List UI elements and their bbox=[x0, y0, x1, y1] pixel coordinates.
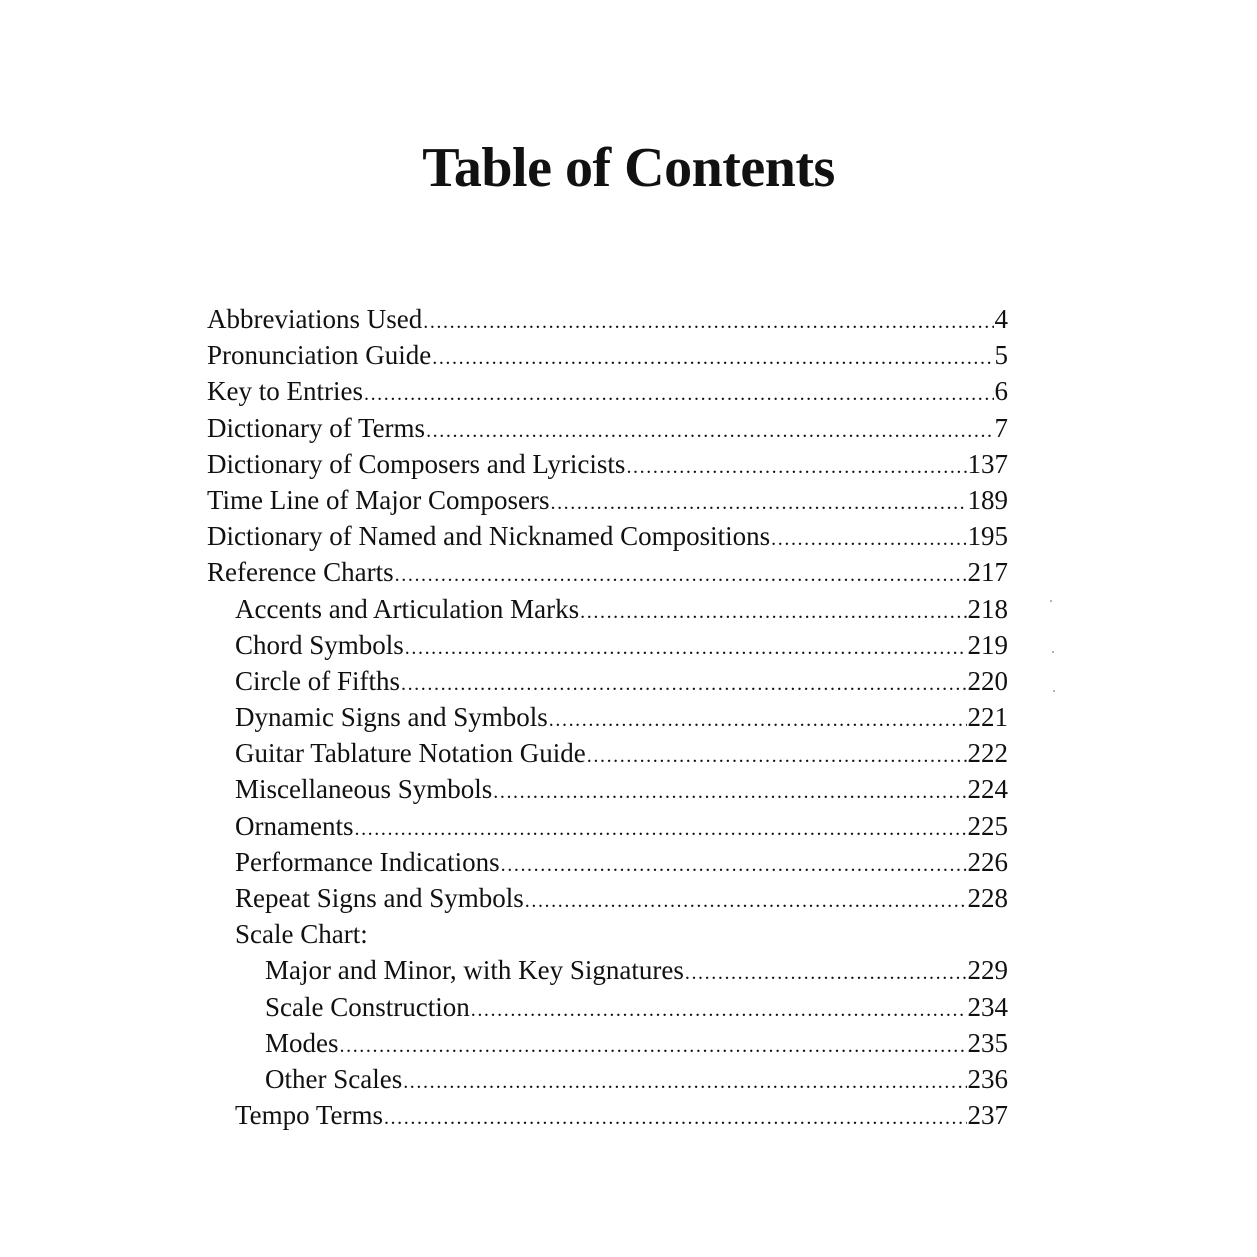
dot-leader bbox=[403, 1072, 966, 1092]
dot-leader bbox=[340, 1036, 967, 1056]
toc-entry-page-number: 225 bbox=[967, 810, 1008, 841]
toc-entry bbox=[207, 808, 1008, 844]
toc-entry bbox=[207, 663, 1008, 699]
toc-entry-label: Scale Chart: bbox=[235, 919, 368, 950]
dot-leader bbox=[549, 710, 967, 730]
dot-leader bbox=[587, 746, 967, 766]
toc-entry-page-number: 6 bbox=[994, 376, 1008, 407]
dot-leader bbox=[401, 674, 967, 694]
dot-leader bbox=[626, 457, 966, 477]
dot-leader bbox=[354, 819, 966, 839]
toc-entry-label: Time Line of Major Composers bbox=[207, 484, 550, 515]
dot-leader bbox=[395, 565, 967, 585]
dot-leader bbox=[771, 529, 966, 549]
toc-entry-page-number: 217 bbox=[967, 557, 1008, 588]
toc-entry-page-number: 5 bbox=[994, 340, 1008, 371]
page-title: Table of Contents bbox=[422, 137, 835, 199]
toc-entry-label: Chord Symbols bbox=[235, 629, 404, 660]
toc-entry bbox=[207, 1025, 1008, 1061]
toc-entry bbox=[207, 482, 1008, 518]
toc-entry-page-number: 228 bbox=[967, 883, 1008, 913]
toc-entry bbox=[207, 554, 1008, 590]
toc-entry-page-number: 221 bbox=[967, 702, 1008, 733]
toc-entry-page-number: 234 bbox=[967, 991, 1008, 1022]
toc-entry-label: Dictionary of Terms bbox=[207, 412, 426, 443]
toc-entry-label: Key to Entries bbox=[207, 376, 363, 407]
toc-entry bbox=[207, 410, 1008, 446]
dot-leader bbox=[364, 384, 994, 404]
toc-entry-page-number: 229 bbox=[967, 955, 1008, 986]
scan-speck bbox=[1053, 690, 1055, 692]
scan-speck bbox=[1050, 600, 1052, 602]
dot-leader bbox=[426, 421, 993, 441]
dot-leader bbox=[471, 1000, 967, 1020]
dot-leader bbox=[550, 493, 966, 513]
dot-leader bbox=[384, 1108, 967, 1128]
toc-entry-label: Pronunciation Guide bbox=[207, 340, 432, 371]
toc-entry-label: Major and Minor, with Key Signatures bbox=[265, 955, 684, 986]
toc-entry bbox=[207, 880, 1008, 916]
toc-entry bbox=[207, 952, 1008, 988]
toc-entry-page-number: 137 bbox=[967, 448, 1008, 479]
toc-entry-page-number: 218 bbox=[967, 593, 1008, 624]
toc-entry-label: Guitar Tablature Notation Guide bbox=[235, 738, 586, 769]
toc-entry-page-number: 220 bbox=[967, 665, 1008, 696]
toc-entry-page-number: 195 bbox=[967, 521, 1008, 552]
toc-entry-page-number: 235 bbox=[967, 1027, 1008, 1058]
toc-entry-label: Dictionary of Composers and Lyricists bbox=[207, 448, 626, 479]
toc-entry-label: Circle of Fifths bbox=[235, 665, 400, 696]
dot-leader bbox=[525, 891, 967, 911]
toc-entry bbox=[207, 518, 1008, 554]
dot-leader bbox=[423, 312, 993, 332]
dot-leader bbox=[685, 963, 967, 983]
table-of-contents bbox=[207, 301, 1008, 1133]
toc-entry-page-number: 189 bbox=[967, 484, 1008, 515]
toc-entry-label: Dictionary of Named and Nicknamed Compositions bbox=[207, 521, 771, 552]
toc-entry-page-number: 236 bbox=[967, 1063, 1008, 1094]
dot-leader bbox=[405, 638, 967, 658]
toc-entry bbox=[207, 373, 1008, 409]
toc-entry-label: Performance Indications bbox=[235, 846, 500, 877]
toc-entry-label: Repeat Signs and Symbols bbox=[235, 883, 524, 913]
toc-entry-label: Ornaments bbox=[235, 810, 354, 841]
toc-entry-label: Modes bbox=[265, 1027, 339, 1058]
toc-entry-label: Dynamic Signs and Symbols bbox=[235, 702, 548, 733]
toc-entry-page-number: 224 bbox=[967, 774, 1008, 805]
toc-entry bbox=[207, 989, 1008, 1025]
toc-entry-label: Abbreviations Used bbox=[207, 304, 423, 334]
dot-leader bbox=[501, 855, 967, 875]
toc-entry-page-number: 226 bbox=[967, 846, 1008, 877]
toc-entry bbox=[207, 771, 1008, 807]
toc-entry-label: Other Scales bbox=[265, 1063, 403, 1094]
toc-entry bbox=[207, 591, 1008, 627]
toc-entry bbox=[207, 916, 1008, 952]
toc-entry-page-number: 4 bbox=[994, 304, 1008, 334]
scan-speck bbox=[1052, 651, 1054, 653]
toc-entry-page-number: 237 bbox=[967, 1100, 1008, 1131]
toc-entry-page-number: 7 bbox=[994, 412, 1008, 443]
toc-entry-label: Reference Charts bbox=[207, 557, 394, 588]
toc-entry bbox=[207, 301, 1008, 337]
dot-leader bbox=[580, 602, 966, 622]
toc-entry bbox=[207, 735, 1008, 771]
toc-entry-label: Tempo Terms bbox=[235, 1100, 383, 1131]
toc-entry-label: Accents and Articulation Marks bbox=[235, 593, 580, 624]
toc-entry-label: Scale Construction bbox=[265, 991, 470, 1022]
toc-entry-page-number: 219 bbox=[967, 629, 1008, 660]
toc-entry bbox=[207, 337, 1008, 373]
toc-entry bbox=[207, 1061, 1008, 1097]
toc-entry bbox=[207, 627, 1008, 663]
toc-entry bbox=[207, 844, 1008, 880]
toc-entry bbox=[207, 1097, 1008, 1133]
toc-entry-label: Miscellaneous Symbols bbox=[235, 774, 493, 805]
toc-entry-page-number: 222 bbox=[967, 738, 1008, 769]
toc-entry bbox=[207, 699, 1008, 735]
toc-entry bbox=[207, 446, 1008, 482]
dot-leader bbox=[432, 348, 993, 368]
dot-leader bbox=[493, 782, 966, 802]
